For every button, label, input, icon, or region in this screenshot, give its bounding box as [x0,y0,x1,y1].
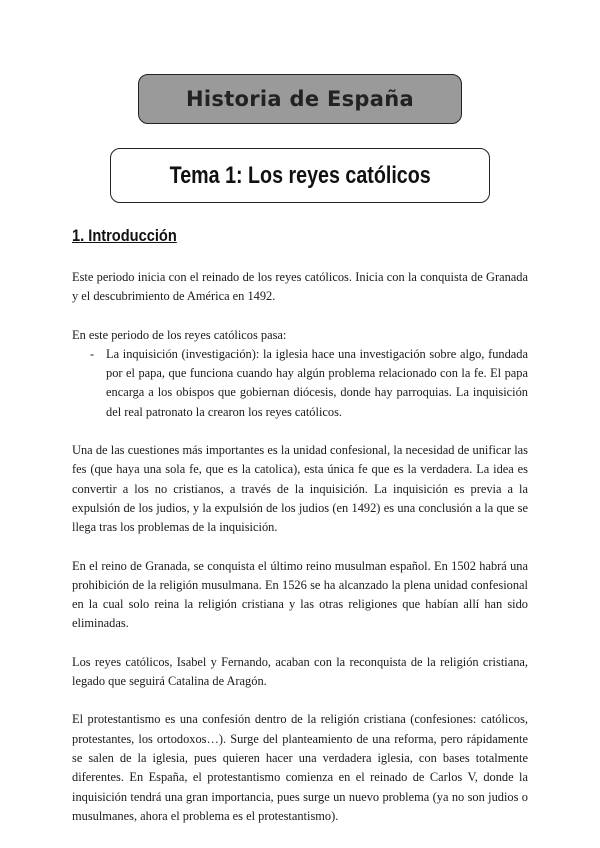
body-paragraph: El protestantismo es una confesión dentro de la religión cristiana (confesiones: católicos, protestantes, los ortodoxos…). Surge del planteamiento de una reforma, pero rápidamente se salen de la iglesia, pues quieren hacer una verdadera iglesia, con bases totalmente diferentes. En España, el protestantismo comienza en el reinado de Carlos V, donde la inquisición tendrá una gran importancia, pues surge un nuevo problema (ya no son judios o musulmanes, ahora el problema es el protestantismo). [72,712,528,823]
topic-title: Tema 1: Los reyes católicos [169,161,431,189]
list-item [72,345,528,422]
body-paragraph: Los reyes católicos, Isabel y Fernando, acaban con la reconquista de la religión cristiana, legado que seguirá Catalina de Aragón. [72,654,528,689]
document-body [72,268,528,845]
list-intro-paragraph: En este periodo de los reyes católicos pasa: [72,327,287,342]
section-heading: 1. Introducción [72,226,177,245]
main-title: Historia de España [186,87,414,111]
main-title-banner [138,74,462,124]
body-paragraph: En el reino de Granada, se conquista el último reino musulman español. En 1502 habrá una prohibición de la religión musulmana. En 1526 se ha alcanzado la plena unidad confesional en la cual solo reina la religión cristiana y las otras religiones que habían allí han sido eliminadas. [72,558,528,631]
intro-paragraph: Este periodo inicia con el reinado de los reyes católicos. Inicia con la conquista de Granada y el descubrimiento de América en 1492. [72,270,528,304]
bullet-marker: - [90,346,95,361]
topic-title-banner [110,148,490,203]
list-item-text: La inquisición (investigación): la iglesia hace una investigación sobre algo, fundada por el papa, que funciona cuando hay algún problema relacionado con la fe. El papa encarga a los obispos que gobiernan diócesis, donde hay parroquias. La inquisición del real patronato la crearon los reyes católicos. [106,346,528,419]
body-paragraph: Una de las cuestiones más importantes es la unidad confesional, la necesidad de unificar las fes (que haya una sola fe, que es la catolica), esta única fe que es la verdadera. La idea es convertir a los no cristianos, a través de la inquisición. La inquisición es previa a la expulsión de los judios, y la expulsión de los judios (en 1492) es una conclusión a la que se llega tras los problemas de la inquisición. [72,443,528,535]
